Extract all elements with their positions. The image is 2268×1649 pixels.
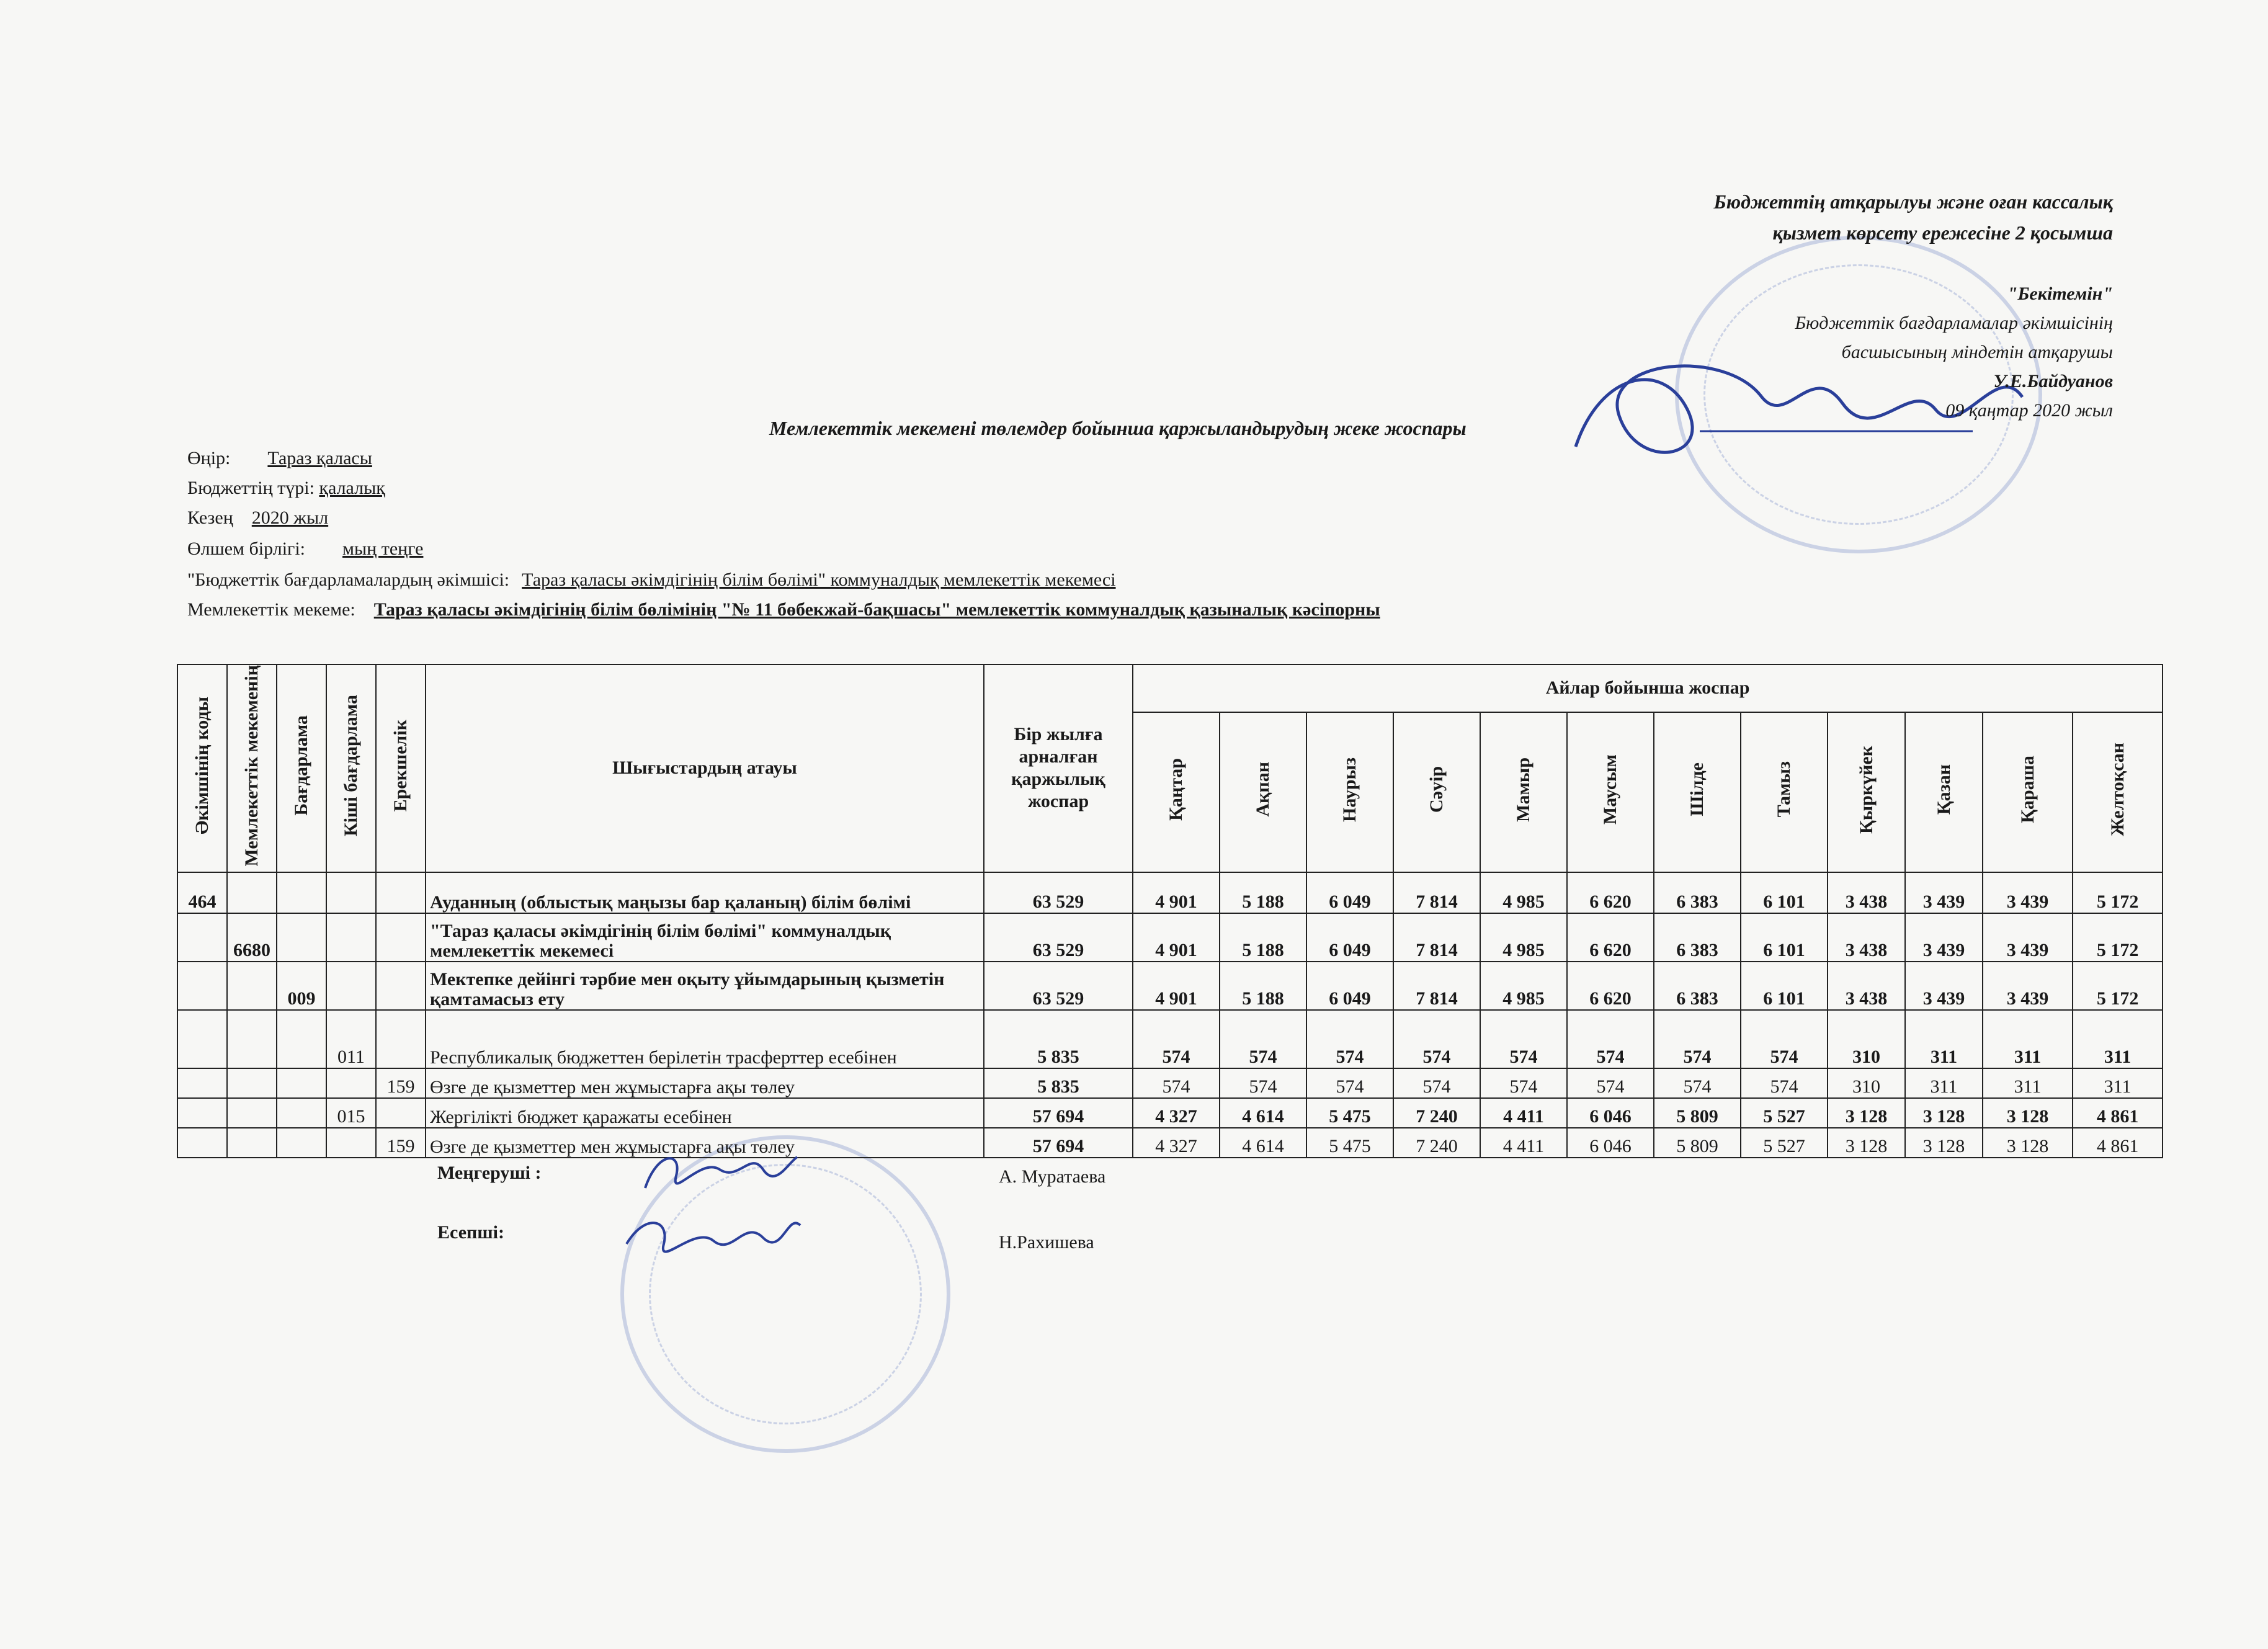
code-cell [326, 872, 376, 913]
month-value-cell: 574 [1133, 1068, 1220, 1098]
accountant-signature-label: Есепші: [437, 1222, 504, 1243]
month-value-cell: 5 172 [2073, 872, 2163, 913]
annual-plan-cell: 57 694 [984, 1128, 1133, 1158]
meta-budget-type [187, 478, 385, 499]
month-value-cell: 4 985 [1480, 913, 1567, 962]
code-cell [277, 872, 326, 913]
month-value-cell: 5 809 [1654, 1098, 1741, 1128]
annual-plan-cell: 63 529 [984, 962, 1133, 1010]
month-value-cell: 4 861 [2073, 1098, 2163, 1128]
month-value-cell: 3 439 [1983, 962, 2073, 1010]
month-value-cell: 574 [1567, 1068, 1654, 1098]
month-value-cell: 3 438 [1828, 913, 1905, 962]
meta-period [187, 507, 328, 529]
annual-plan-cell: 63 529 [984, 913, 1133, 962]
expense-name-cell: Республикалық бюджеттен берілетін трасферттер есебінен [426, 1010, 984, 1068]
head-signature [639, 1145, 800, 1200]
code-cell [227, 962, 277, 1010]
month-value-cell: 3 128 [1828, 1128, 1905, 1158]
code-cell [376, 962, 426, 1010]
meta-unit [187, 538, 423, 560]
month-value-cell: 574 [1741, 1010, 1828, 1068]
col-institution: Мемлекеттік мекеменің [227, 664, 277, 872]
month-value-cell: 4 411 [1480, 1098, 1567, 1128]
month-value-cell: 574 [1654, 1010, 1741, 1068]
budget-type-value: қалалық [319, 478, 385, 498]
approve-caption: "Бекітемін" [2007, 284, 2113, 304]
approver-position-2: басшысының міндетін атқарушы [1841, 342, 2113, 362]
expense-name-cell: Өзге де қызметтер мен жұмыстарға ақы төлеу [426, 1068, 984, 1098]
code-cell [227, 872, 277, 913]
month-value-cell: 4 614 [1220, 1128, 1306, 1158]
month-value-cell: 4 901 [1133, 872, 1220, 913]
month-value-cell: 311 [2073, 1068, 2163, 1098]
month-value-cell: 5 172 [2073, 913, 2163, 962]
annual-plan-cell: 57 694 [984, 1098, 1133, 1128]
month-value-cell: 4 861 [2073, 1128, 2163, 1158]
table-row [177, 1010, 2163, 1068]
col-month: Ақпан [1220, 712, 1306, 872]
code-cell: 009 [277, 962, 326, 1010]
month-value-cell: 5 188 [1220, 913, 1306, 962]
col-month: Қыркүйек [1828, 712, 1905, 872]
month-value-cell: 3 438 [1828, 962, 1905, 1010]
month-value-cell: 3 439 [1905, 872, 1983, 913]
month-value-cell: 6 101 [1741, 913, 1828, 962]
month-value-cell: 7 814 [1393, 913, 1480, 962]
approve-date: 09 қаңтар 2020 жыл [1945, 400, 2113, 421]
month-value-cell: 6 046 [1567, 1098, 1654, 1128]
month-value-cell: 6 101 [1741, 872, 1828, 913]
month-value-cell: 6 101 [1741, 962, 1828, 1010]
head-name: А. Муратаева [999, 1166, 1106, 1187]
month-value-cell: 3 128 [1983, 1098, 2073, 1128]
code-cell [177, 1010, 227, 1068]
annex-line-2: қызмет көрсету ережесіне 2 қосымша [1772, 221, 2113, 244]
code-cell [177, 1098, 227, 1128]
meta-admin [187, 570, 1116, 591]
code-cell [277, 1068, 326, 1098]
col-month: Қараша [1983, 712, 2073, 872]
code-cell [326, 913, 376, 962]
month-value-cell: 3 128 [1905, 1098, 1983, 1128]
month-value-cell: 310 [1828, 1068, 1905, 1098]
month-value-cell: 574 [1133, 1010, 1220, 1068]
month-value-cell: 4 901 [1133, 962, 1220, 1010]
col-month: Наурыз [1306, 712, 1393, 872]
code-cell: 6680 [227, 913, 277, 962]
month-value-cell: 3 439 [1905, 962, 1983, 1010]
annual-plan-cell: 63 529 [984, 872, 1133, 913]
code-cell [227, 1128, 277, 1158]
month-value-cell: 6 049 [1306, 962, 1393, 1010]
code-cell [277, 1128, 326, 1158]
month-value-cell: 6 046 [1567, 1128, 1654, 1158]
annual-plan-cell: 5 835 [984, 1010, 1133, 1068]
table-row [177, 962, 2163, 1010]
month-value-cell: 3 128 [1905, 1128, 1983, 1158]
month-value-cell: 3 439 [1983, 913, 2073, 962]
col-program: Бағдарлама [277, 664, 326, 872]
region-value: Тараз қаласы [267, 448, 372, 468]
unit-label: Өлшем бірлігі: [187, 538, 306, 559]
admin-value: Тараз қаласы әкімдігінің білім бөлімі" коммуналдық мемлекеттік мекемесі [522, 570, 1116, 590]
month-value-cell: 3 438 [1828, 872, 1905, 913]
month-value-cell: 574 [1306, 1010, 1393, 1068]
expense-name-cell: "Тараз қаласы әкімдігінің білім бөлімі" коммуналдық мемлекеттік мекемесі [426, 913, 984, 962]
col-month: Сәуір [1393, 712, 1480, 872]
code-cell [277, 1098, 326, 1128]
col-specific: Ерекшелік [376, 664, 426, 872]
month-value-cell: 6 620 [1567, 913, 1654, 962]
table-row [177, 872, 2163, 913]
month-value-cell: 4 411 [1480, 1128, 1567, 1158]
col-name: Шығыстардың атауы [426, 664, 984, 872]
col-month: Желтоқсан [2073, 712, 2163, 872]
month-value-cell: 4 327 [1133, 1098, 1220, 1128]
month-value-cell: 7 814 [1393, 872, 1480, 913]
month-value-cell: 6 049 [1306, 872, 1393, 913]
month-value-cell: 574 [1306, 1068, 1393, 1098]
month-value-cell: 311 [1905, 1068, 1983, 1098]
expense-name-cell: Жергілікті бюджет қаражаты есебінен [426, 1098, 984, 1128]
financing-plan-table [177, 664, 2163, 1158]
month-value-cell: 5 188 [1220, 962, 1306, 1010]
month-value-cell: 5 809 [1654, 1128, 1741, 1158]
col-subprogram: Кіші бағдарлама [326, 664, 376, 872]
approval-block [1795, 279, 2113, 425]
expense-name-cell: Өзге де қызметтер мен жұмыстарға ақы төлеу [426, 1128, 984, 1158]
month-value-cell: 4 985 [1480, 962, 1567, 1010]
table-row [177, 1068, 2163, 1098]
month-value-cell: 4 614 [1220, 1098, 1306, 1128]
month-value-cell: 5 527 [1741, 1128, 1828, 1158]
annex-line-1: Бюджеттің атқарылуы және оған кассалық [1713, 190, 2113, 213]
month-value-cell: 5 172 [2073, 962, 2163, 1010]
code-cell [376, 913, 426, 962]
code-cell [376, 872, 426, 913]
code-cell [177, 1128, 227, 1158]
expense-name-cell: Мектепке дейінгі тәрбие мен оқыту ұйымдарының қызметін қамтамасыз ету [426, 962, 984, 1010]
month-value-cell: 311 [1983, 1010, 2073, 1068]
month-value-cell: 311 [2073, 1010, 2163, 1068]
month-value-cell: 6 620 [1567, 962, 1654, 1010]
col-admin-code: Әкімшінің коды [177, 664, 227, 872]
month-value-cell: 574 [1567, 1010, 1654, 1068]
code-cell [177, 1068, 227, 1098]
month-value-cell: 6 049 [1306, 913, 1393, 962]
col-month: Мамыр [1480, 712, 1567, 872]
accountant-signature [620, 1207, 806, 1269]
code-cell [227, 1068, 277, 1098]
meta-region [187, 448, 372, 469]
table-body [177, 872, 2163, 1158]
month-value-cell: 574 [1393, 1010, 1480, 1068]
month-value-cell: 574 [1654, 1068, 1741, 1098]
col-months-group: Айлар бойынша жоспар [1133, 664, 2163, 712]
month-value-cell: 6 383 [1654, 872, 1741, 913]
month-value-cell: 4 901 [1133, 913, 1220, 962]
month-value-cell: 574 [1480, 1010, 1567, 1068]
col-month: Маусым [1567, 712, 1654, 872]
month-value-cell: 7 240 [1393, 1128, 1480, 1158]
approver-position-1: Бюджеттік бағдарламалар әкімшісінің [1795, 313, 2113, 333]
approver-name: У.Е.Байдуанов [1993, 371, 2113, 391]
month-value-cell: 6 383 [1654, 913, 1741, 962]
code-cell [376, 1010, 426, 1068]
document-title: Мемлекеттік мекемені төлемдер бойынша қаржыландырудың жеке жоспары [769, 417, 1467, 439]
table-row [177, 1098, 2163, 1128]
code-cell: 011 [326, 1010, 376, 1068]
code-cell [277, 1010, 326, 1068]
month-value-cell: 574 [1393, 1068, 1480, 1098]
budget-type-label: Бюджеттің түрі: [187, 478, 315, 498]
month-value-cell: 7 814 [1393, 962, 1480, 1010]
col-month: Қазан [1905, 712, 1983, 872]
code-cell [227, 1098, 277, 1128]
month-value-cell: 574 [1220, 1068, 1306, 1098]
annex-note [1713, 186, 2113, 248]
admin-label: "Бюджеттік бағдарламалардың әкімшісі: [187, 570, 510, 590]
code-cell [277, 913, 326, 962]
code-cell [376, 1098, 426, 1128]
table-row [177, 913, 2163, 962]
month-value-cell: 5 527 [1741, 1098, 1828, 1128]
unit-value: мың теңге [342, 538, 424, 559]
month-value-cell: 5 475 [1306, 1128, 1393, 1158]
month-value-cell: 311 [1983, 1068, 2073, 1098]
meta-institution [187, 599, 1380, 620]
month-value-cell: 3 128 [1983, 1128, 2073, 1158]
month-value-cell: 3 128 [1828, 1098, 1905, 1128]
code-cell: 159 [376, 1128, 426, 1158]
month-value-cell: 4 327 [1133, 1128, 1220, 1158]
month-value-cell: 6 383 [1654, 962, 1741, 1010]
head-signature-label: Меңгеруші : [437, 1163, 542, 1183]
code-cell: 464 [177, 872, 227, 913]
expense-name-cell: Ауданның (облыстық маңызы бар қаланың) білім бөлімі [426, 872, 984, 913]
col-annual: Бір жылға арналған қаржылық жоспар [984, 664, 1133, 872]
code-cell [326, 962, 376, 1010]
code-cell [326, 1068, 376, 1098]
period-value: 2020 жыл [251, 507, 329, 528]
month-value-cell: 574 [1741, 1068, 1828, 1098]
code-cell: 159 [376, 1068, 426, 1098]
month-value-cell: 574 [1220, 1010, 1306, 1068]
col-month: Тамыз [1741, 712, 1828, 872]
month-value-cell: 6 620 [1567, 872, 1654, 913]
month-value-cell: 3 439 [1983, 872, 2073, 913]
code-cell [177, 962, 227, 1010]
code-cell [177, 913, 227, 962]
month-value-cell: 574 [1480, 1068, 1567, 1098]
month-value-cell: 3 439 [1905, 913, 1983, 962]
month-value-cell: 4 985 [1480, 872, 1567, 913]
code-cell: 015 [326, 1098, 376, 1128]
col-month: Қаңтар [1133, 712, 1220, 872]
region-label: Өңір: [187, 448, 231, 468]
month-value-cell: 7 240 [1393, 1098, 1480, 1128]
code-cell [326, 1128, 376, 1158]
annual-plan-cell: 5 835 [984, 1068, 1133, 1098]
month-value-cell: 310 [1828, 1010, 1905, 1068]
accountant-name: Н.Рахишева [999, 1232, 1094, 1253]
period-label: Кезең [187, 507, 233, 528]
institution-label: Мемлекеттік мекеме: [187, 599, 355, 620]
month-value-cell: 5 475 [1306, 1098, 1393, 1128]
col-month: Шілде [1654, 712, 1741, 872]
table-row [177, 1128, 2163, 1158]
month-value-cell: 5 188 [1220, 872, 1306, 913]
institution-value: Тараз қаласы әкімдігінің білім бөлімінің "№ 11 бөбекжай-бақшасы" мемлекеттік коммуналдық қазыналық кәсіпорны [373, 599, 1380, 620]
month-value-cell: 311 [1905, 1010, 1983, 1068]
code-cell [227, 1010, 277, 1068]
